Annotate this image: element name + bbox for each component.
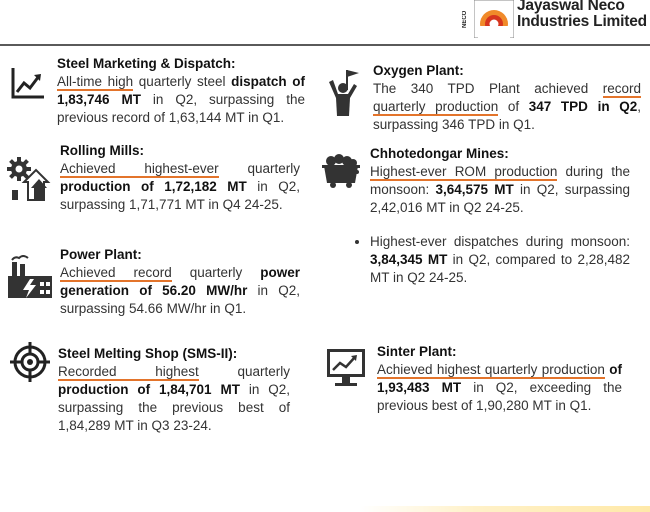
section-steel-marketing <box>57 55 305 127</box>
section-title: Steel Marketing & Dispatch: <box>57 56 236 71</box>
mines-list <box>346 163 630 287</box>
section-chhotedongar-mines <box>370 145 630 287</box>
factory-power-icon <box>6 252 54 300</box>
monitor-chart-icon <box>326 347 366 389</box>
person-flag-icon <box>325 68 367 118</box>
list-item: • Highest-ever ROM production during the monsoon: 3,64,575 MT in Q2, surpassing 2,42,016 MT in Q2 24-25. <box>370 163 630 217</box>
section-title: Steel Melting Shop (SMS-II): <box>58 346 238 361</box>
section-body: Achieved highest quarterly production of 1,93,483 MT in Q2, exceeding the previous best of 1,90,280 MT in Q1. <box>377 362 622 413</box>
footer-accent-bar <box>360 506 650 512</box>
section-body: The 340 TPD Plant achieved record quarterly production of 347 TPD in Q2, surpassing 346 TPD in Q1. <box>373 81 641 132</box>
section-title: Power Plant: <box>60 247 142 262</box>
section-title: Chhotedongar Mines: <box>370 146 509 161</box>
section-sms-ii <box>58 345 290 435</box>
crosshair-target-icon <box>10 342 50 382</box>
section-title: Sinter Plant: <box>377 344 457 359</box>
section-sinter-plant <box>377 343 622 415</box>
logo-vertical-text: NECO <box>462 10 468 28</box>
section-body: Recorded highest quarterly production of 1,84,701 MT in Q2, surpassing the previous best of 1,84,289 MT in Q3 23-24. <box>58 364 290 433</box>
list-item: • Highest-ever dispatches during monsoon: 3,84,345 MT in Q2, compared to 2,28,482 MT in Q2 24-25. <box>370 233 630 287</box>
section-body: All-time high quarterly steel dispatch of 1,83,746 MT in Q2, surpassing the previous record of 1,63,144 MT in Q1. <box>57 74 305 125</box>
upward-trend-chart-icon <box>10 65 46 101</box>
section-body: Achieved record quarterly power generation of 56.20 MW/hr in Q2, surpassing 54.66 MW/hr in Q1. <box>60 265 300 316</box>
section-power-plant <box>60 246 300 318</box>
section-rolling-mills <box>60 142 300 214</box>
gear-growth-icon <box>6 152 56 202</box>
section-oxygen-plant <box>373 62 641 134</box>
sunburst-logo-icon <box>474 0 514 38</box>
company-name: Jayaswal Neco Industries Limited <box>517 0 647 30</box>
section-title: Rolling Mills: <box>60 143 144 158</box>
header-divider <box>0 44 650 46</box>
company-logo <box>462 0 650 40</box>
section-body: Achieved highest-ever quarterly production of 1,72,182 MT in Q2, surpassing 1,71,771 MT in Q4 24-25. <box>60 161 301 212</box>
section-title: Oxygen Plant: <box>373 63 464 78</box>
